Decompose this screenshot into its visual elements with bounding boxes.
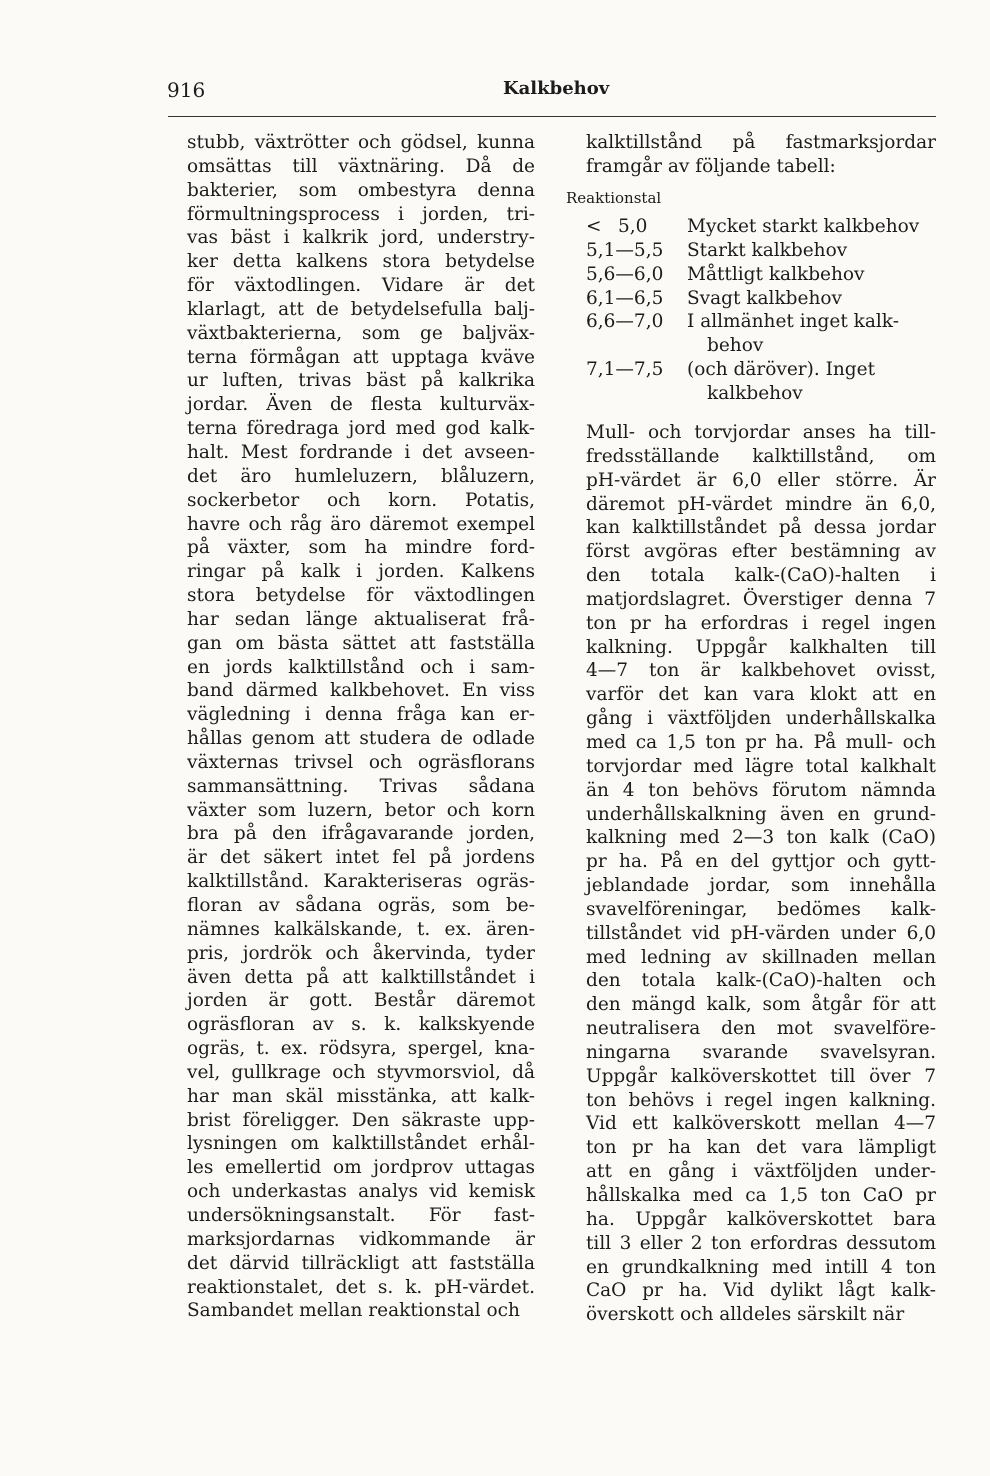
text-line: vas bäst i kalkrik jord, understry-: [187, 227, 535, 249]
text-line: växter som luzern, betor och korn: [187, 799, 535, 821]
text-line: jeblandade jordar, som innehålla: [586, 875, 936, 897]
text-line: kalkning med 2—3 ton kalk (CaO): [586, 827, 936, 849]
text-line: terna föredraga jord med god kalk-: [187, 418, 535, 440]
ph-range-value: 5,0: [618, 216, 648, 237]
ph-range-value: 5,6—6,0: [586, 263, 664, 285]
text-line: neutralisera den mot svavelföre-: [586, 1018, 936, 1040]
text-line: terna förmågan att upptaga kväve: [187, 346, 535, 368]
table-row: [586, 310, 946, 358]
text-line: ogräs, t. ex. rödsyra, spergel, kna-: [187, 1038, 535, 1060]
text-line: matjordslagret. Överstiger denna 7: [586, 588, 936, 610]
table-caption: Reaktionstal: [566, 189, 662, 207]
text-line: (och däröver). Inget: [687, 359, 876, 381]
left-column: [187, 131, 535, 1323]
text-line: ton pr ha erfordras i regel ingen: [586, 612, 936, 634]
text-line: en grundkalkning med intill 4 ton: [586, 1256, 936, 1278]
text-line: är det säkert intet fel på jordens: [187, 847, 535, 869]
text-line: ha. Uppgår kalköverskottet bara: [586, 1208, 936, 1230]
text-line: ker detta kalkens stora betydelse: [187, 251, 535, 273]
text-line: att en gång i växtföljden under-: [586, 1161, 936, 1183]
text-line: även detta på att kalktillståndet i: [187, 966, 535, 988]
text-line: gan om bästa sättet att fastställa: [187, 632, 535, 654]
text-line: I allmänhet inget kalk-: [687, 311, 899, 333]
lime-need-description: [687, 310, 946, 358]
text-line: ton behövs i regel ingen kalkning.: [586, 1089, 936, 1111]
text-line: växternas trivsel och ogräsflorans: [187, 751, 535, 773]
text-line: pris, jordrök och åkervinda, tyder: [187, 942, 535, 964]
ph-range-value: 6,6—7,0: [586, 311, 664, 333]
reaction-table: [586, 215, 946, 406]
text-line: brist föreligger. Den säkraste upp-: [187, 1109, 535, 1131]
ph-range-value: 7,1—7,5: [586, 359, 664, 381]
text-line: pr ha. På en del gyttjor och gytt-: [586, 851, 936, 873]
text-line: förmultningsprocess i jorden, tri-: [187, 203, 535, 225]
text-line: sockerbetor och korn. Potatis,: [187, 489, 535, 511]
text-line: framgår av följande tabell:: [586, 155, 836, 177]
ph-range: [586, 239, 687, 263]
text-line: Vid ett kalköverskott mellan 4—7: [586, 1113, 936, 1135]
text-line: däremot pH-värdet mindre än 6,0,: [586, 493, 936, 515]
text-line: Mycket starkt kalkbehov: [687, 216, 920, 237]
header-rule: [168, 116, 936, 117]
ph-range: [586, 263, 687, 287]
right-column-intro: [586, 131, 936, 179]
text-line: Starkt kalkbehov: [687, 239, 848, 261]
text-line: Svagt kalkbehov: [687, 287, 842, 309]
text-line: ogräsfloran av s. k. kalkskyende: [187, 1014, 535, 1036]
lime-need-description: [687, 263, 946, 287]
lime-need-description: [687, 239, 946, 263]
ph-range: [586, 310, 687, 358]
text-line: vel, gullkrage och styvmorsviol, då: [187, 1061, 535, 1083]
lime-need-description: [687, 358, 946, 406]
text-line: ningarna svarande svavelsyran.: [586, 1041, 936, 1063]
text-line: till 3 eller 2 ton erfordras dessutom: [586, 1232, 936, 1254]
text-line: floran av sådana ogräs, som be-: [187, 895, 535, 916]
text-line: den mängd kalk, som åtgår för att: [586, 994, 936, 1016]
table-row: [586, 358, 946, 406]
text-line: underhållskalkning även en grund-: [586, 803, 936, 825]
ph-range: [586, 358, 687, 406]
text-line: lysningen om kalktillståndet erhål-: [187, 1133, 535, 1155]
text-line: den totala kalk-(CaO)-halten och: [586, 970, 936, 992]
text-line: svavelföreningar, bedömes kalk-: [586, 898, 936, 920]
text-line: undersökningsanstalt. För fast-: [187, 1204, 535, 1226]
ph-range-value: 6,1—6,5: [586, 287, 664, 309]
text-line: än 4 ton behövs förutom nämnda: [586, 779, 936, 801]
text-line: havre och råg äro däremot exempel: [187, 513, 535, 535]
text-line: överskott och alldeles särskilt när: [586, 1304, 905, 1326]
ph-range: [586, 287, 687, 311]
text-line: kalkbehov: [707, 382, 803, 404]
text-line: Mull- och torvjordar anses ha till-: [586, 422, 936, 443]
text-line: pH-värdet är 6,0 eller större. Är: [586, 469, 936, 491]
text-line: behov: [707, 335, 764, 357]
table-row: [586, 287, 946, 311]
text-line: ton pr ha kan det vara lämpligt: [586, 1137, 936, 1159]
table-row: [586, 239, 946, 263]
text-line: på växter, som ha mindre ford-: [187, 537, 535, 559]
text-line: kan kalktillståndet på dessa jordar: [586, 517, 936, 539]
text-line: har sedan länge aktualiserat frå-: [187, 608, 535, 630]
table-row: [586, 215, 946, 239]
ph-range-value: 5,1—5,5: [586, 239, 664, 261]
text-line: nämnes kalkälskande, t. ex. ären-: [187, 918, 535, 940]
text-line: växtbakterierna, som ge baljväx-: [187, 322, 535, 344]
lime-need-description: [687, 287, 946, 311]
text-line: den totala kalk-(CaO)-halten i: [586, 565, 936, 587]
text-line: stubb, växtrötter och gödsel, kunna: [187, 132, 535, 153]
running-title: Kalkbehov: [503, 78, 610, 99]
text-line: gång i växtföljden underhållskalka: [586, 708, 936, 730]
text-line: och underkastas analys vid kemisk: [187, 1181, 535, 1203]
text-line: Uppgår kalköverskottet till över 7: [586, 1065, 936, 1087]
text-line: Sambandet mellan reaktionstal och: [187, 1300, 520, 1322]
text-line: har man skäl misstänka, att kalk-: [187, 1085, 535, 1107]
text-line: klarlagt, att de betydelsefulla balj-: [187, 298, 535, 320]
lime-need-description: [687, 215, 946, 239]
text-line: 4—7 ton är kalkbehovet ovisst,: [586, 660, 936, 682]
text-line: sammansättning. Trivas sådana: [187, 775, 535, 797]
text-line: med ca 1,5 ton pr ha. På mull- och: [586, 731, 936, 753]
text-line: bra på den ifrågavarande jorden,: [187, 823, 535, 845]
text-line: band därmed kalkbehovet. En viss: [187, 680, 535, 702]
text-line: jorden är gott. Består däremot: [187, 990, 535, 1012]
text-line: halt. Mest fordrande i det avseen-: [187, 441, 535, 463]
text-line: les emellertid om jordprov uttagas: [187, 1157, 535, 1179]
text-line: ringar på kalk i jorden. Kalkens: [187, 561, 535, 583]
ph-range: [586, 215, 687, 239]
less-than-symbol: <: [586, 216, 602, 237]
text-line: först avgöras efter bestämning av: [586, 541, 936, 563]
text-line: Måttligt kalkbehov: [687, 263, 865, 285]
text-line: med ledning av skillnaden mellan: [586, 946, 936, 968]
text-line: stora betydelse för växtodlingen: [187, 585, 535, 607]
text-line: hållskalka med ca 1,5 ton CaO pr: [586, 1185, 936, 1206]
right-column-body: [586, 421, 936, 1327]
text-line: vägledning i denna fråga kan er-: [187, 704, 535, 726]
text-line: det äro humleluzern, blåluzern,: [187, 465, 535, 487]
text-line: reaktionstalet, det s. k. pH-värdet.: [187, 1276, 535, 1298]
text-line: jordar. Även de flesta kulturväx-: [187, 394, 535, 416]
text-line: bakterier, som ombestyra denna: [187, 179, 535, 201]
text-line: fredsställande kalktillstånd, om: [586, 445, 936, 467]
text-line: ur luften, trivas bäst på kalkrika: [187, 370, 535, 392]
text-line: kalktillstånd på fastmarksjordar: [586, 132, 936, 153]
text-line: kalktillstånd. Karakteriseras ogräs-: [187, 871, 535, 893]
text-line: torvjordar med lägre total kalkhalt: [586, 755, 936, 777]
text-line: kalkning. Uppgår kalkhalten till: [586, 636, 936, 658]
page-number: 916: [167, 78, 206, 102]
text-line: varför det kan vara klokt att en: [586, 684, 936, 706]
table-row: [586, 263, 946, 287]
text-line: tillståndet vid pH-värden under 6,0: [586, 922, 936, 944]
text-line: för växtodlingen. Vidare är det: [187, 275, 535, 297]
text-line: omsättas till växtnäring. Då de: [187, 155, 535, 177]
text-line: det därvid tillräckligt att fastställa: [187, 1252, 535, 1274]
text-line: marksjordarnas vidkommande är: [187, 1228, 535, 1250]
text-line: CaO pr ha. Vid dylikt lågt kalk-: [586, 1280, 936, 1302]
text-line: hållas genom att studera de odlade: [187, 728, 535, 750]
text-line: en jords kalktillstånd och i sam-: [187, 656, 535, 678]
